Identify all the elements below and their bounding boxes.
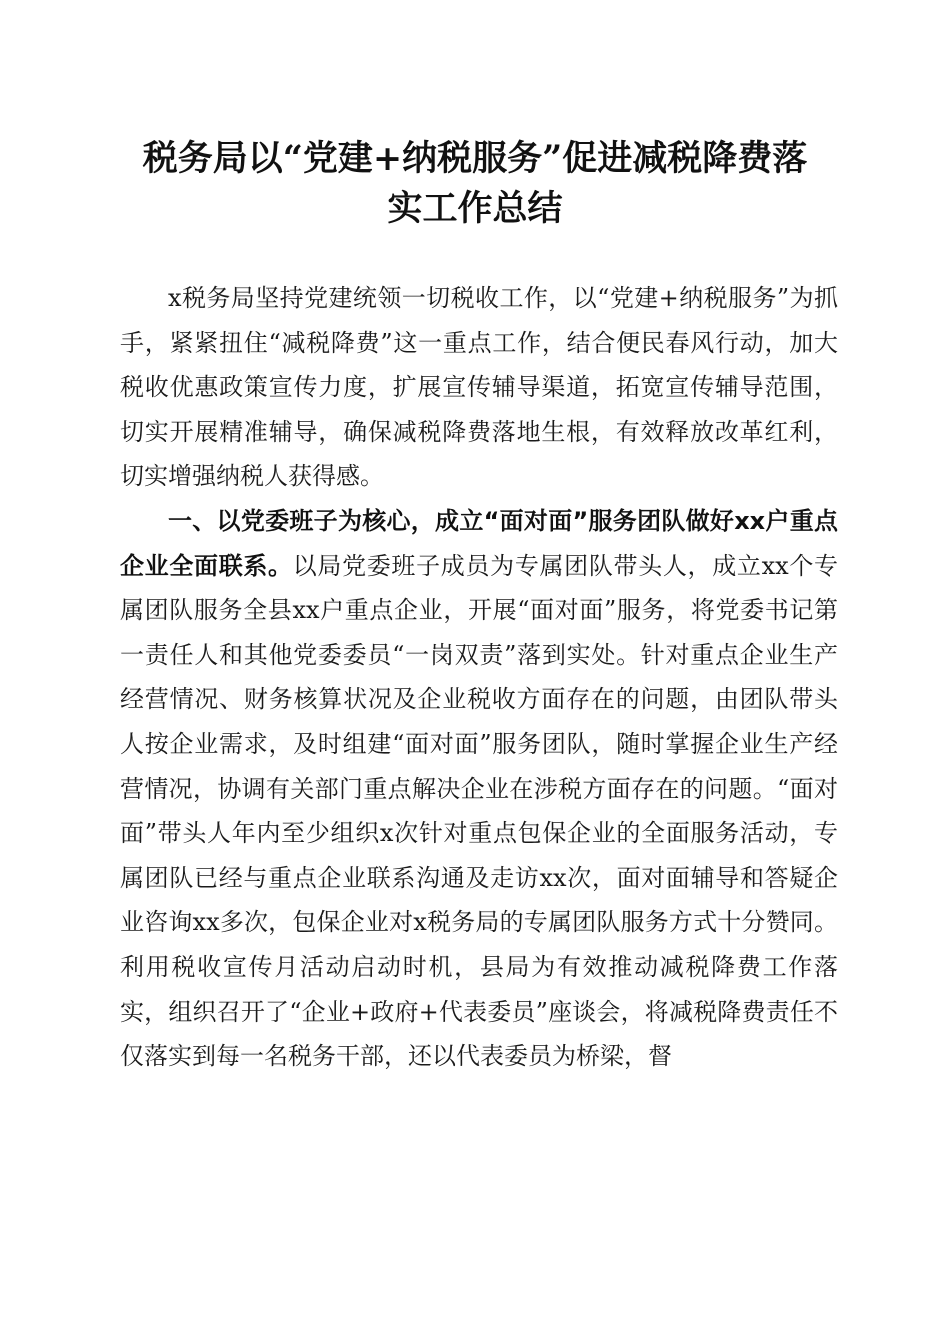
document-body — [120, 276, 838, 1079]
section-1-text: 以局党委班子成员为专属团队带头人，成立xx个专属团队服务全县xx户重点企业，开展“面对面”服务，将党委书记第一责任人和其他党委委员“一岗双责”落到实处。针对重点企业生产经营情况、财务核算状况及企业税收方面存在的问题，由团队带头人按企业需求，及时组建“面对面”服务团队，随时掌握企业生产经营情况，协调有关部门重点解决企业在涉税方面存在的问题。“面对面”带头人年内至少组织x次针对重点包保企业的全面服务活动，专属团队已经与重点企业联系沟通及走访xx次，面对面辅导和答疑企业咨询xx多次，包保企业对x税务局的专属团队服务方式十分赞同。利用税收宣传月活动启动时机，县局为有效推动减税降费工作落实，组织召开了“企业+政府+代表委员”座谈会，将减税降费责任不仅落实到每一名税务干部，还以代表委员为桥梁，督 — [120, 551, 838, 1071]
section-1-heading: 一、以党委班子为核心，成立“面对面”服务团队做好xx户重点企业全面联系。 — [120, 506, 838, 580]
title-line-1: 税务局以“党建+纳税服务”促进减税降费落 — [142, 138, 808, 179]
intro-paragraph: x税务局坚持党建统领一切税收工作，以“党建+纳税服务”为抓手，紧紧扭住“减税降费”这一重点工作，结合便民春风行动，加大税收优惠政策宣传力度，扩展宣传辅导渠道，拓宽宣传辅导范围，切实开展精准辅导，确保减税降费落地生根，有效释放改革红利，切实增强纳税人获得感。 — [120, 284, 838, 491]
title-line-2: 实工作总结 — [387, 188, 563, 229]
document-title — [100, 134, 850, 234]
section-1-paragraph — [120, 499, 838, 1079]
